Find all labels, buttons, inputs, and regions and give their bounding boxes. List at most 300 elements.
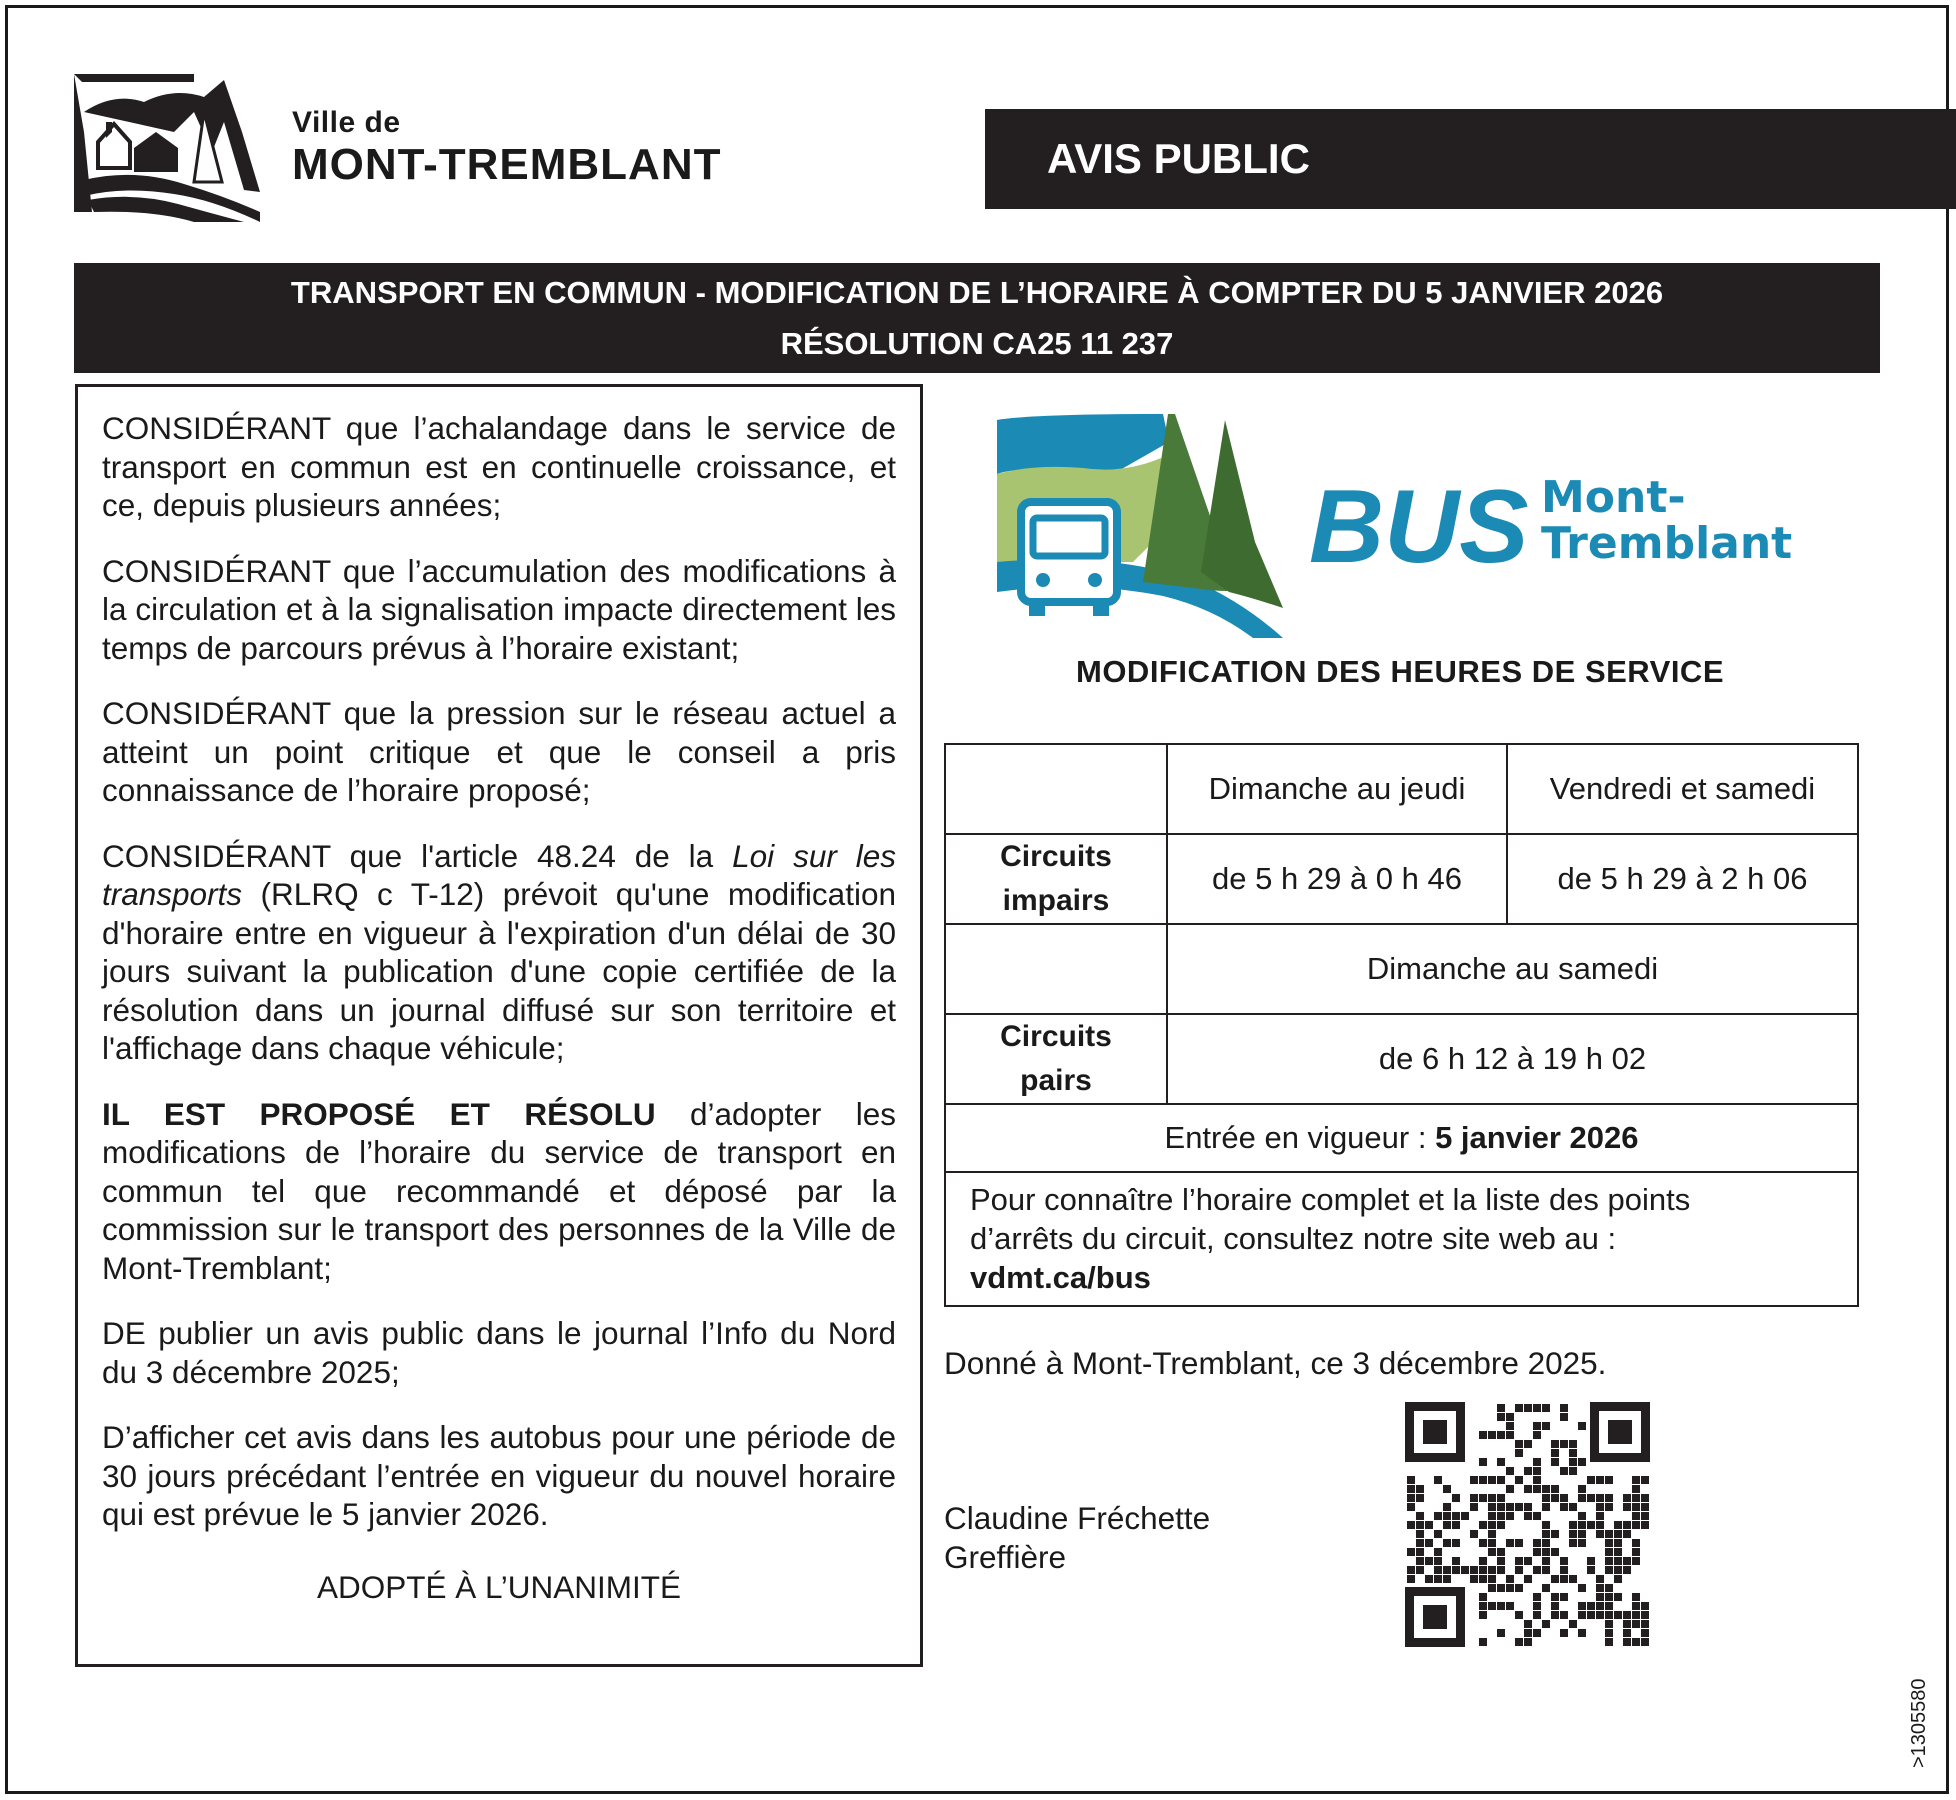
qr-module: [1623, 1620, 1631, 1628]
qr-module: [1407, 1575, 1415, 1583]
qr-module: [1560, 1404, 1568, 1412]
considerant-paragraph-2: CONSIDÉRANT que l’accumulation des modifications à la circulation et à la signalisation impacte directement les temps de parcours prévus à l’horaire existant;: [102, 552, 896, 666]
qr-module: [1578, 1584, 1586, 1592]
qr-module: [1479, 1593, 1487, 1601]
qr-module: [1605, 1548, 1613, 1556]
qr-module: [1569, 1620, 1577, 1628]
resolution-lead: IL EST PROPOSÉ ET RÉSOLU: [102, 1095, 656, 1132]
odd-label-line1: Circuits: [1000, 840, 1112, 873]
qr-module: [1533, 1566, 1541, 1574]
qr-module: [1632, 1602, 1640, 1610]
qr-module: [1416, 1557, 1424, 1565]
qr-module: [1497, 1458, 1505, 1466]
qr-module: [1596, 1476, 1604, 1484]
qr-module: [1632, 1548, 1640, 1556]
qr-module: [1416, 1494, 1424, 1502]
qr-module: [1416, 1485, 1424, 1493]
qr-module: [1542, 1494, 1550, 1502]
qr-module: [1533, 1593, 1541, 1601]
odd-sunday-thursday-hours: de 5 h 29 à 0 h 46: [1167, 834, 1507, 924]
publication-paragraph: DE publier un avis public dans le journal l’Info du Nord du 3 décembre 2025;: [102, 1315, 896, 1390]
qr-module: [1542, 1539, 1550, 1547]
qr-module: [1542, 1557, 1550, 1565]
bus-wheel-left: [1029, 602, 1045, 616]
qr-module: [1434, 1530, 1442, 1538]
qr-module: [1443, 1539, 1451, 1547]
city-prefix: Ville de: [292, 106, 401, 139]
qr-module: [1443, 1521, 1451, 1529]
qr-module: [1596, 1593, 1604, 1601]
qr-module: [1560, 1566, 1568, 1574]
qr-module: [1533, 1548, 1541, 1556]
qr-module: [1560, 1413, 1568, 1421]
qr-module: [1641, 1503, 1649, 1511]
qr-module: [1515, 1503, 1523, 1511]
qr-module: [1533, 1512, 1541, 1520]
qr-module: [1497, 1404, 1505, 1412]
qr-module: [1605, 1593, 1613, 1601]
qr-module: [1497, 1476, 1505, 1484]
bus-wordmark: BUS: [1309, 469, 1529, 585]
qr-module: [1596, 1503, 1604, 1511]
qr-module: [1407, 1503, 1415, 1511]
qr-module: [1452, 1521, 1460, 1529]
qr-module: [1551, 1575, 1559, 1583]
qr-module: [1641, 1611, 1649, 1619]
qr-module: [1506, 1413, 1514, 1421]
qr-module: [1623, 1638, 1631, 1646]
qr-module: [1506, 1431, 1514, 1439]
qr-module: [1461, 1512, 1469, 1520]
row-label-even-circuits: [945, 1014, 1167, 1104]
qr-module: [1479, 1431, 1487, 1439]
qr-module: [1479, 1539, 1487, 1547]
effective-date: 5 janvier 2026: [1435, 1120, 1639, 1155]
qr-module: [1524, 1467, 1532, 1475]
qr-module: [1596, 1611, 1604, 1619]
qr-module: [1542, 1485, 1550, 1493]
qr-module: [1605, 1611, 1613, 1619]
qr-module: [1533, 1602, 1541, 1610]
qr-module: [1479, 1458, 1487, 1466]
col-header-sunday-saturday: Dimanche au samedi: [1167, 924, 1858, 1014]
qr-module: [1416, 1548, 1424, 1556]
qr-module: [1524, 1638, 1532, 1646]
schedule-title: MODIFICATION DES HEURES DE SERVICE: [1076, 654, 1724, 689]
bus-logo-mont: Mont-: [1541, 472, 1686, 523]
effective-date-cell: [945, 1104, 1858, 1172]
table-row: [945, 924, 1858, 1014]
qr-module: [1569, 1539, 1577, 1547]
qr-module: [1605, 1530, 1613, 1538]
empty-header-cell: [945, 744, 1167, 834]
logo-tree-2: [1201, 420, 1283, 608]
qr-module: [1560, 1467, 1568, 1475]
qr-module: [1560, 1575, 1568, 1583]
qr-module: [1542, 1521, 1550, 1529]
qr-module: [1506, 1512, 1514, 1520]
qr-module: [1569, 1458, 1577, 1466]
qr-module: [1614, 1593, 1622, 1601]
qr-module: [1587, 1476, 1595, 1484]
qr-module: [1416, 1539, 1424, 1547]
qr-module: [1578, 1485, 1586, 1493]
qr-module: [1632, 1485, 1640, 1493]
qr-module: [1434, 1548, 1442, 1556]
qr-module: [1452, 1512, 1460, 1520]
table-row: [945, 744, 1858, 834]
avis-public-banner: [985, 109, 1956, 209]
qr-module: [1551, 1449, 1559, 1457]
qr-module: [1596, 1512, 1604, 1520]
empty-header-cell: [945, 924, 1167, 1014]
qr-module: [1641, 1521, 1649, 1529]
qr-module: [1533, 1629, 1541, 1637]
bus-light-right: [1088, 573, 1102, 587]
qr-module: [1497, 1494, 1505, 1502]
qr-module: [1605, 1602, 1613, 1610]
qr-module: [1641, 1602, 1649, 1610]
qr-module: [1515, 1404, 1523, 1412]
qr-module: [1479, 1575, 1487, 1583]
col-header-friday-saturday: Vendredi et samedi: [1507, 744, 1858, 834]
qr-module: [1605, 1638, 1613, 1646]
qr-module: [1605, 1557, 1613, 1565]
bus-logo-tremblant: Tremblant: [1541, 518, 1793, 569]
qr-module: [1488, 1584, 1496, 1592]
qr-module: [1461, 1566, 1469, 1574]
qr-module: [1596, 1494, 1604, 1502]
qr-module: [1470, 1476, 1478, 1484]
qr-module: [1434, 1557, 1442, 1565]
even-label-line2: pairs: [1020, 1064, 1092, 1097]
qr-module: [1515, 1611, 1523, 1619]
qr-module: [1515, 1584, 1523, 1592]
qr-module: [1497, 1503, 1505, 1511]
resolution-text-box: [75, 384, 923, 1667]
qr-module: [1605, 1539, 1613, 1547]
qr-module: [1569, 1440, 1577, 1448]
qr-module: [1488, 1494, 1496, 1502]
qr-module: [1578, 1530, 1586, 1538]
qr-module: [1416, 1566, 1424, 1574]
qr-module: [1488, 1566, 1496, 1574]
qr-module: [1623, 1530, 1631, 1538]
qr-module: [1416, 1512, 1424, 1520]
qr-module: [1614, 1557, 1622, 1565]
qr-module: [1506, 1422, 1514, 1430]
qr-module: [1632, 1494, 1640, 1502]
info-line-2: d’arrêts du circuit, consultez notre site web au :: [970, 1220, 1617, 1256]
website-link[interactable]: vdmt.ca/bus: [970, 1259, 1151, 1295]
qr-module: [1569, 1449, 1577, 1457]
bus-light-left: [1036, 573, 1050, 587]
qr-module: [1425, 1575, 1433, 1583]
qr-module: [1470, 1575, 1478, 1583]
qr-module: [1506, 1503, 1514, 1511]
bus-mont-tremblant-logo: [993, 412, 1803, 638]
qr-module: [1542, 1404, 1550, 1412]
odd-label-line2: impairs: [1002, 884, 1110, 917]
p4-text-a: CONSIDÉRANT que l'article 48.24 de la: [102, 837, 733, 874]
qr-module: [1632, 1503, 1640, 1511]
qr-module: [1623, 1557, 1631, 1565]
qr-module: [1443, 1566, 1451, 1574]
table-row: [945, 1014, 1858, 1104]
qr-module: [1614, 1566, 1622, 1574]
qr-module: [1515, 1566, 1523, 1574]
qr-module: [1479, 1602, 1487, 1610]
qr-module: [1632, 1521, 1640, 1529]
qr-module: [1488, 1539, 1496, 1547]
qr-module: [1488, 1530, 1496, 1538]
bus-wheel-right: [1093, 602, 1109, 616]
even-sunday-saturday-hours: de 6 h 12 à 19 h 02: [1167, 1014, 1858, 1104]
qr-module: [1632, 1512, 1640, 1520]
qr-module: [1506, 1485, 1514, 1493]
qr-module: [1569, 1503, 1577, 1511]
row-label-odd-circuits: [945, 834, 1167, 924]
qr-module: [1434, 1512, 1442, 1520]
schedule-table: [944, 743, 1859, 1307]
qr-module: [1515, 1476, 1523, 1484]
qr-module: [1488, 1548, 1496, 1556]
qr-module: [1488, 1431, 1496, 1439]
qr-module: [1443, 1485, 1451, 1493]
qr-module: [1524, 1629, 1532, 1637]
qr-module: [1470, 1503, 1478, 1511]
qr-module: [1605, 1584, 1613, 1592]
qr-module: [1596, 1530, 1604, 1538]
qr-module: [1506, 1539, 1514, 1547]
qr-module: [1506, 1575, 1514, 1583]
qr-module: [1497, 1521, 1505, 1529]
qr-module: [1497, 1566, 1505, 1574]
qr-module: [1587, 1566, 1595, 1574]
qr-module: [1506, 1467, 1514, 1475]
qr-module: [1497, 1431, 1505, 1439]
qr-module: [1524, 1404, 1532, 1412]
qr-module: [1614, 1575, 1622, 1583]
qr-module: [1533, 1539, 1541, 1547]
qr-module: [1641, 1629, 1649, 1637]
display-paragraph: D’afficher cet avis dans les autobus pour une période de 30 jours précédant l’entrée en vigueur du nouvel horaire qui est prévue le 5 janvier 2026.: [102, 1419, 896, 1532]
qr-module: [1470, 1530, 1478, 1538]
qr-module: [1605, 1629, 1613, 1637]
qr-module: [1560, 1440, 1568, 1448]
qr-module: [1479, 1611, 1487, 1619]
qr-module: [1452, 1557, 1460, 1565]
mont-tremblant-logo-icon: [74, 72, 260, 222]
qr-module: [1560, 1593, 1568, 1601]
qr-module: [1488, 1575, 1496, 1583]
qr-module: [1407, 1494, 1415, 1502]
qr-module: [1632, 1557, 1640, 1565]
resolution-number: RÉSOLUTION CA25 11 237: [780, 326, 1174, 361]
qr-module: [1524, 1557, 1532, 1565]
qr-module: [1587, 1602, 1595, 1610]
qr-module: [1407, 1476, 1415, 1484]
adopted-statement: ADOPTÉ À L’UNANIMITÉ: [316, 1568, 682, 1605]
qr-module: [1533, 1476, 1541, 1484]
qr-module: [1578, 1611, 1586, 1619]
qr-module: [1551, 1611, 1559, 1619]
qr-module: [1542, 1548, 1550, 1556]
qr-module: [1533, 1431, 1541, 1439]
qr-module: [1479, 1557, 1487, 1565]
qr-module: [1623, 1521, 1631, 1529]
qr-module: [1551, 1530, 1559, 1538]
qr-module: [1578, 1602, 1586, 1610]
qr-module: [1605, 1476, 1613, 1484]
qr-module: [1578, 1521, 1586, 1529]
qr-module: [1614, 1539, 1622, 1547]
qr-module: [1551, 1440, 1559, 1448]
qr-module: [1578, 1458, 1586, 1466]
qr-module: [1605, 1494, 1613, 1502]
qr-module: [1452, 1539, 1460, 1547]
qr-module: [1605, 1566, 1613, 1574]
qr-module: [1623, 1494, 1631, 1502]
qr-module: [1632, 1620, 1640, 1628]
qr-module: [1551, 1458, 1559, 1466]
even-label-line1: Circuits: [1000, 1020, 1112, 1053]
qr-module: [1443, 1575, 1451, 1583]
notice-title: TRANSPORT EN COMMUN - MODIFICATION DE L’HORAIRE À COMPTER DU 5 JANVIER 2026: [290, 275, 1664, 310]
considerant-paragraph-3: CONSIDÉRANT que la pression sur le réseau actuel a atteint un point critique et que le conseil a pris connaissance de l’horaire proposé;: [102, 695, 896, 808]
odd-friday-saturday-hours: de 5 h 29 à 2 h 06: [1507, 834, 1858, 924]
qr-module: [1623, 1611, 1631, 1619]
qr-module: [1551, 1494, 1559, 1502]
qr-module: [1425, 1521, 1433, 1529]
qr-module: [1560, 1494, 1568, 1502]
qr-module: [1443, 1503, 1451, 1511]
qr-module: [1560, 1629, 1568, 1637]
qr-module: [1533, 1404, 1541, 1412]
qr-module: [1524, 1503, 1532, 1511]
qr-module: [1488, 1476, 1496, 1484]
qr-module: [1515, 1638, 1523, 1646]
qr-module: [1623, 1503, 1631, 1511]
qr-module: [1551, 1593, 1559, 1601]
col-header-sunday-thursday: Dimanche au jeudi: [1167, 744, 1507, 834]
qr-module: [1578, 1422, 1586, 1430]
qr-module: [1515, 1557, 1523, 1565]
qr-module: [1614, 1530, 1622, 1538]
qr-module: [1542, 1503, 1550, 1511]
qr-module: [1470, 1494, 1478, 1502]
qr-module: [1533, 1485, 1541, 1493]
qr-module: [1569, 1530, 1577, 1538]
qr-module: [1569, 1467, 1577, 1475]
qr-module: [1434, 1476, 1442, 1484]
law-title: Loi sur les transports: [102, 837, 896, 912]
qr-module: [1578, 1629, 1586, 1637]
qr-module: [1488, 1512, 1496, 1520]
qr-module: [1407, 1548, 1415, 1556]
qr-module: [1632, 1593, 1640, 1601]
qr-module: [1407, 1521, 1415, 1529]
qr-module: [1542, 1422, 1550, 1430]
qr-module: [1425, 1539, 1433, 1547]
qr-module: [1524, 1485, 1532, 1493]
qr-module: [1605, 1503, 1613, 1511]
qr-module: [1587, 1494, 1595, 1502]
signer-title: Greffière: [944, 1539, 1066, 1575]
qr-module: [1479, 1521, 1487, 1529]
given-at-statement: Donné à Mont-Tremblant, ce 3 décembre 2025.: [944, 1345, 1607, 1381]
qr-module: [1506, 1602, 1514, 1610]
qr-module: [1551, 1602, 1559, 1610]
qr-module: [1632, 1638, 1640, 1646]
qr-module: [1524, 1440, 1532, 1448]
qr-module: [1632, 1539, 1640, 1547]
qr-module: [1560, 1503, 1568, 1511]
qr-module: [1569, 1575, 1577, 1583]
qr-module: [1587, 1611, 1595, 1619]
qr-module: [1533, 1458, 1541, 1466]
qr-module: [1479, 1476, 1487, 1484]
effective-date-label: Entrée en vigueur :: [1164, 1120, 1436, 1155]
qr-module: [1578, 1494, 1586, 1502]
qr-module: [1443, 1512, 1451, 1520]
qr-module: [1497, 1512, 1505, 1520]
qr-module: [1416, 1530, 1424, 1538]
notice-title-bar: [74, 263, 1880, 373]
qr-module: [1497, 1548, 1505, 1556]
qr-module: [1614, 1611, 1622, 1619]
qr-module: [1425, 1557, 1433, 1565]
qr-module: [1587, 1557, 1595, 1565]
qr-module: [1479, 1566, 1487, 1574]
qr-module: [1470, 1566, 1478, 1574]
qr-module: [1407, 1485, 1415, 1493]
p4-text-b: (RLRQ c T-12) prévoit qu'une modification d'horaire entre en vigueur à l'expiration d'un délai de 30 jours suivant la publication d'une copie certifiée de la résolution dans un journal diffusé sur son territoire et l'affichage dans chaque véhicule;: [102, 876, 896, 1066]
qr-module: [1416, 1521, 1424, 1529]
qr-module: [1641, 1476, 1649, 1484]
considerant-paragraph-4: [102, 837, 896, 1068]
qr-module: [1596, 1521, 1604, 1529]
qr-module: [1515, 1539, 1523, 1547]
qr-module: [1524, 1620, 1532, 1628]
qr-module: [1542, 1566, 1550, 1574]
city-name: MONT-TREMBLANT: [292, 140, 722, 189]
qr-module: [1533, 1611, 1541, 1619]
qr-module: [1605, 1620, 1613, 1628]
qr-module: [1497, 1584, 1505, 1592]
info-line-1: Pour connaître l’horaire complet et la liste des points: [970, 1181, 1691, 1217]
qr-code[interactable]: [1405, 1402, 1650, 1647]
table-row: [945, 1104, 1858, 1172]
qr-module: [1497, 1602, 1505, 1610]
qr-module: [1542, 1530, 1550, 1538]
qr-module: [1524, 1512, 1532, 1520]
qr-module: [1479, 1494, 1487, 1502]
signer-name: Claudine Fréchette: [944, 1500, 1211, 1536]
qr-module: [1596, 1575, 1604, 1583]
qr-module: [1578, 1512, 1586, 1520]
avis-public-label: AVIS PUBLIC: [1047, 135, 1310, 182]
qr-module: [1533, 1422, 1541, 1430]
qr-module: [1587, 1521, 1595, 1529]
info-cell: [945, 1172, 1858, 1306]
qr-module: [1488, 1503, 1496, 1511]
qr-module: [1614, 1548, 1622, 1556]
qr-module: [1542, 1620, 1550, 1628]
qr-module: [1560, 1611, 1568, 1619]
qr-module: [1533, 1467, 1541, 1475]
qr-module: [1515, 1440, 1523, 1448]
